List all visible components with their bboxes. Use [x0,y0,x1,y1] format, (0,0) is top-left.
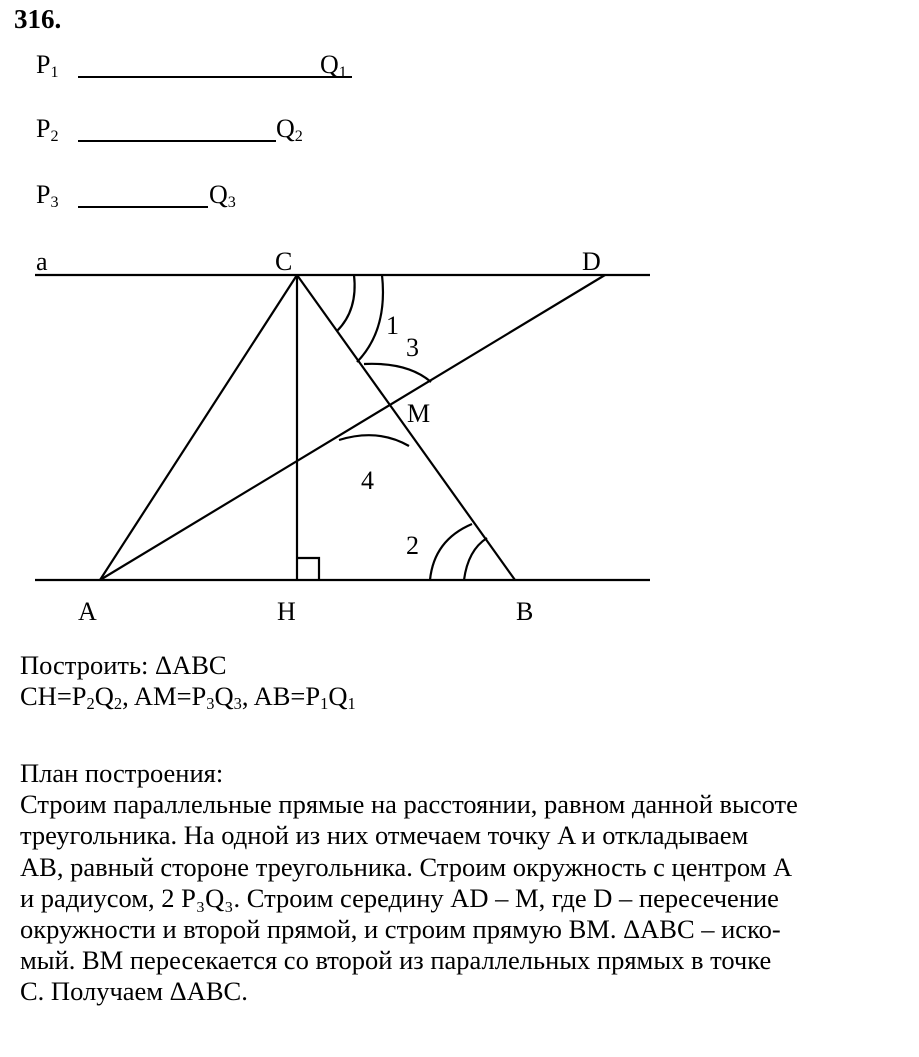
side-ac [100,275,297,580]
segment-p1q1 [36,50,366,84]
segment-start-label: $P_3$ [36,180,59,212]
plan-line: и радиусом, 2 P₃Q₃. Строим середину AD – M, где D – пересечение [20,882,779,913]
angle-2-label: 2 [406,531,419,560]
segment-end-label: $Q_1$ [320,50,347,82]
angle-2-arc-inner [464,538,487,580]
point-c-label: C [275,247,293,276]
segment-line [78,206,208,208]
angle-3-label: 3 [406,333,419,362]
segment-line [78,76,352,78]
problem-number: 316. [14,4,62,34]
segment-start-label: $P_1$ [36,50,59,82]
point-b-label: B [516,597,534,626]
plan-line: окружности и второй прямой, и строим прямую BM. ΔABC – иско- [20,914,781,945]
segment-line [78,140,276,142]
point-a-label: A [78,597,97,626]
angle-3-arc [364,364,431,382]
plan-line: AB, равный стороне треугольника. Строим окружность с центром A [20,851,793,882]
segment-end-label: $Q_3$ [209,180,236,212]
point-d-label: D [582,247,601,276]
segment-p2q2 [36,114,316,148]
plan-title: План построения: [20,758,224,788]
plan-line: треугольника. На одной из них отмечаем точку A и откладываем [20,820,749,851]
construction-plan [20,758,798,1008]
line-a-label: a [36,247,48,276]
angle-4-arc [339,435,409,446]
segment-start-label: $P_2$ [36,114,59,146]
angle-1-arc-outer [357,275,383,362]
angle-4-label: 4 [361,466,374,495]
segment-ad [100,275,605,580]
task-title: Построить: ΔABC [20,650,227,680]
segment-end-label: $Q_2$ [276,114,303,146]
plan-line: Строим параллельные прямые на расстоянии, равном данной высоте [20,789,798,820]
angle-1-label: 1 [386,311,399,340]
right-angle-mark [297,558,319,580]
task-conditions: $CH=P_2Q_2$, $AM=P_3Q_3$, $AB=P_1Q_1$ [20,681,356,714]
task-statement [20,650,356,712]
point-h-label: H [277,597,296,626]
segment-p3q3 [36,180,256,214]
point-m-label: M [407,399,431,428]
angle-1-arc [337,275,355,331]
triangle-construction-figure [0,230,919,630]
plan-line: C. Получаем ΔABC. [20,976,248,1007]
plan-line: мый. BM пересекается со второй из параллельных прямых в точке [20,945,772,976]
